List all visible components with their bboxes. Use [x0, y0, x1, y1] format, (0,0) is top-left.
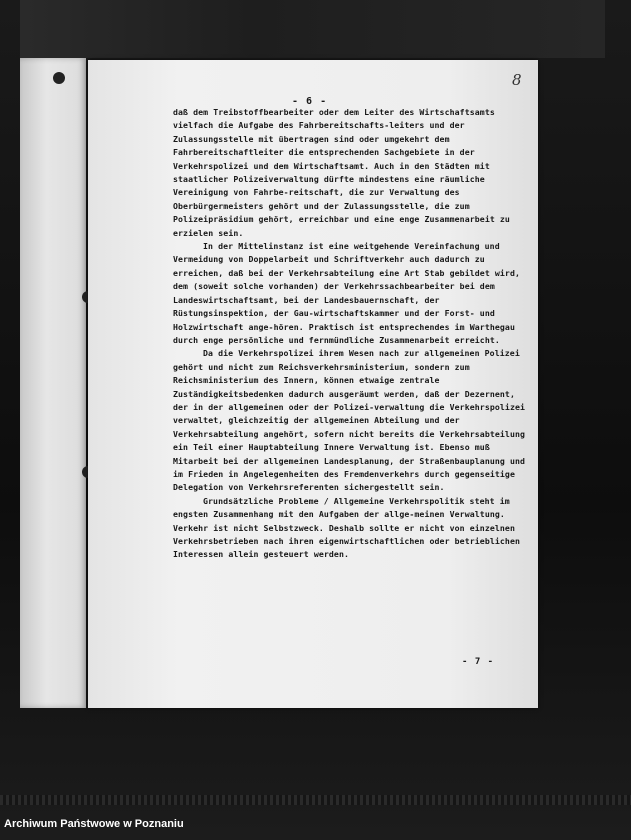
top-strip [20, 0, 605, 58]
punch-hole [53, 72, 65, 84]
film-strip-band [0, 795, 631, 805]
next-page-number: - 7 - [462, 657, 495, 667]
handwritten-page-mark: 8 [512, 71, 522, 89]
paragraph-2: In der Mittelinstanz ist eine weitgehende Vereinfachung und Vermeidung von Doppelarbeit und Schriftverkehr auch dadurch zu erreichen, daß bei der Verkehrsabteilung eine Art Stab gebildet wird, dem (soweit solche vorhanden) der Verkehrssachbearbeiter bei dem Landeswirtschaftsamt, bei der Landesbauernschaft, der Rüstungsinspektion, der Gau-wirtschaftskammer und der Forst- und Holzwirtschaft ange-hören. Praktisch ist entsprechendes im Warthegau durch enge persönliche und fernmündliche Zusammenarbeit erreicht. [173, 241, 526, 345]
archive-watermark: Archiwum Państwowe w Poznaniu [4, 818, 184, 830]
previous-page-edge [20, 58, 86, 708]
paragraph-4: Grundsätzliche Probleme / Allgemeine Verkehrspolitik steht im engsten Zusammenhang mit den Aufgaben der allge-meinen Verwaltung. Verkehr ist nicht Selbstzweck. Deshalb sollte er nicht von einzelnen Verkehrsbetrieben nach ihren eigenwirtschaftlichen oder betrieblichen Interessen allein gesteuert werden. [173, 495, 526, 560]
paragraph-1: daß dem Treibstoffbearbeiter oder dem Leiter des Wirtschaftsamts vielfach die Aufgabe des Fahrbereitschafts-leiters und der Zulassungsstelle mit übertragen sind oder umgekehrt dem Fahrbereitschaftleiter die entsprechenden Sachgebiete in der Verkehrspolizei und dem Wirtschaftsamt. Auch in den Städten mit staatlicher Polizeiverwaltung dürfte mindestens eine räumliche Vereinigung von Fahrbe-reitschaft, die zur Verwaltung des Oberbürgermeisters gehört und der Zulassungsstelle, die zum Polizeipräsidium gehört, erreichbar und eine enge Zusammenarbeit zu erzielen sein. [173, 107, 515, 238]
paragraph-3: Da die Verkehrspolizei ihrem Wesen nach zur allgemeinen Polizei gehört und nicht zum Reichsverkehrsministerium, sondern zum Reichsministerium des Innern, können etwaige zentrale Zuständigkeitsbedenken dadurch ausgeräumt werden, daß der Dezernent, der in der allgemeinen oder der Polizei-verwaltung die Verkehrspolizei verwaltet, gleichzeitig der allgemeinen Abteilung und der Verkehrsabteilung angehört, sofern nicht bereits die Verkehrsabteilung ein Teil einer Hauptabteilung Innere Verwaltung ist. Ebenso muß Mitarbeit bei der allgemeinen Landesplanung, der Straßenbauplanung und im Frieden in Angelegenheiten des Fremdenverkehrs durch gegenseitige Delegation von Verkehrsreferenten sichergestellt sein. [173, 348, 531, 493]
page-number: - 6 - [292, 96, 328, 107]
document-body [173, 106, 535, 562]
